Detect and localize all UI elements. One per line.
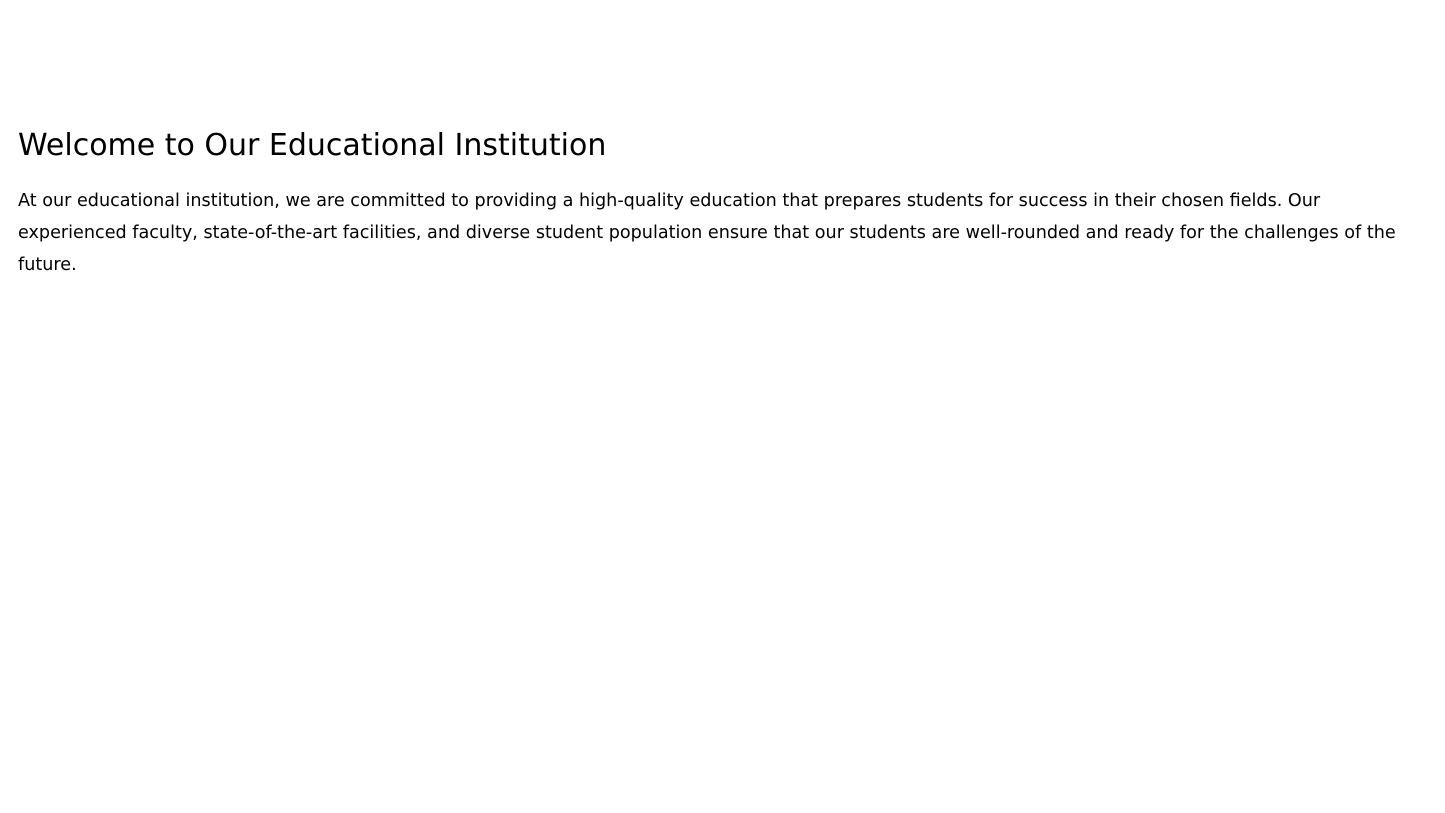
header-spacer [0, 0, 1445, 96]
intro-paragraph: At our educational institution, we are committed to providing a high-quality education that prepares students for success in their chosen fields. Our experienced faculty, state-of-the-art facilities, and diverse student population ensure that our students are well-rounded and ready for the challenges of the future. [18, 191, 1396, 275]
page-title: Welcome to Our Educational Institution [18, 128, 607, 163]
main-content [0, 96, 1445, 281]
